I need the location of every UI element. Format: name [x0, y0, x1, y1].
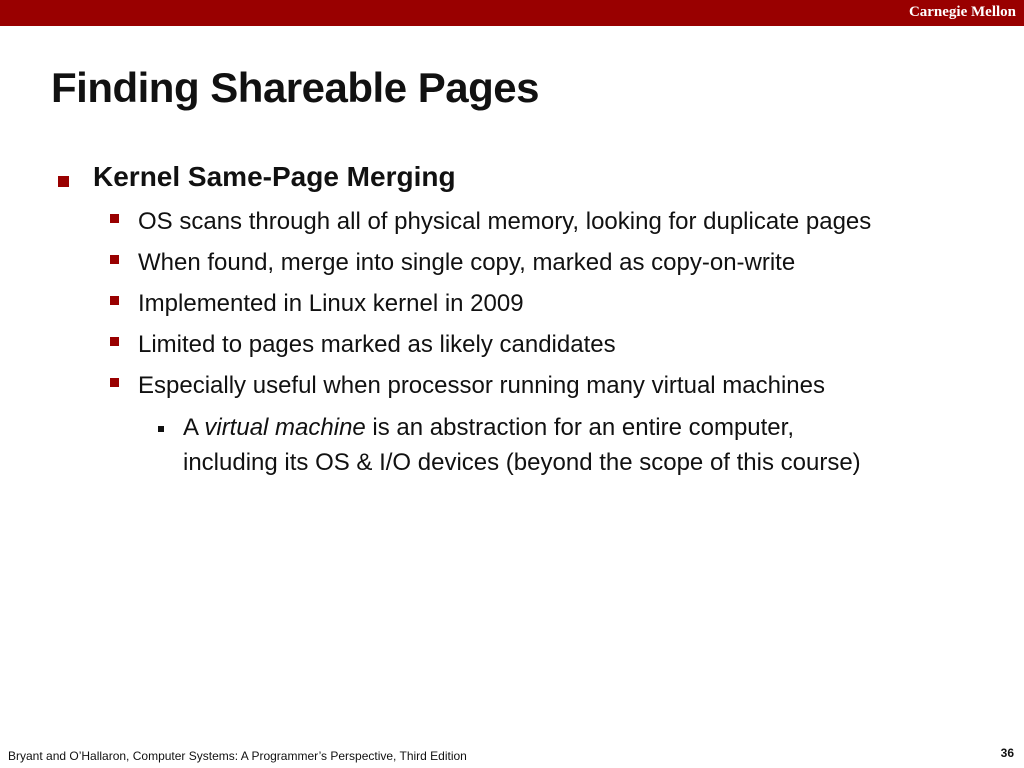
bullet-l1-text: Kernel Same-Page Merging: [93, 161, 456, 192]
bullet-l2-text: OS scans through all of physical memory, looking for duplicate pages: [138, 208, 872, 235]
bullet-l3-line1: [183, 410, 963, 445]
bullet-l3-text: [183, 410, 963, 480]
bullet-square-icon: [58, 176, 69, 187]
bullet-square-icon: [110, 255, 119, 264]
bullet-square-icon: [158, 426, 164, 432]
bullet-l3-prefix: A: [183, 414, 205, 441]
bullet-square-icon: [110, 214, 119, 223]
bullet-square-icon: [110, 378, 119, 387]
bullet-l2-text: When found, merge into single copy, marked as copy-on-write: [138, 249, 796, 276]
bullet-square-icon: [110, 337, 119, 346]
bullet-l3-line2: including its OS & I/O devices (beyond the scope of this course): [183, 449, 861, 476]
bullet-l3-emphasis: virtual machine: [204, 414, 366, 441]
top-bar: [0, 0, 1024, 26]
page-number: 36: [1000, 746, 1014, 760]
footer-citation: Bryant and O’Hallaron, Computer Systems: A Programmer’s Perspective, Third Edition: [8, 749, 467, 763]
bullet-l2-text: Especially useful when processor running many virtual machines: [138, 372, 825, 399]
bullet-l3-rest: is an abstraction for an entire computer,: [365, 414, 794, 441]
bullet-l2-text: Limited to pages marked as likely candidates: [138, 331, 616, 358]
brand-label: Carnegie Mellon: [908, 4, 1016, 20]
bullet-square-icon: [110, 296, 119, 305]
slide-title: Finding Shareable Pages: [51, 64, 539, 111]
bullet-l2-text: Implemented in Linux kernel in 2009: [138, 290, 524, 317]
